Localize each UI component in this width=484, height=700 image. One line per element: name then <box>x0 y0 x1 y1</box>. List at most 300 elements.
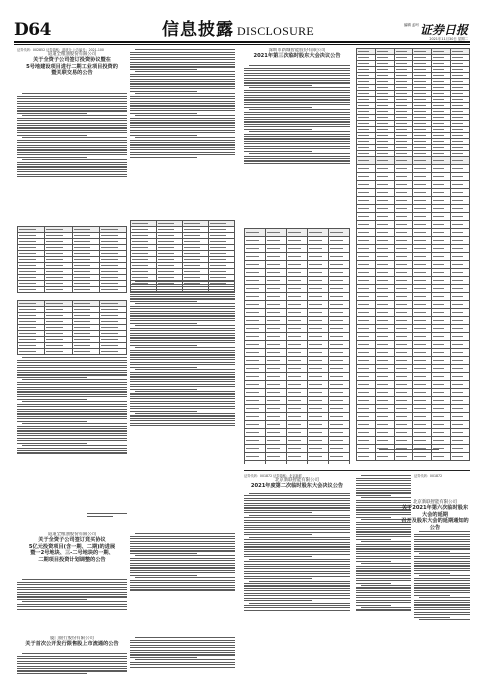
table-cell <box>357 261 376 269</box>
section-title-en: DISCLOSURE <box>237 24 315 38</box>
table-cell <box>432 157 451 165</box>
body-text-line <box>17 399 87 400</box>
body-text-line <box>17 125 127 126</box>
table-cell <box>394 397 413 405</box>
table-cell <box>432 325 451 333</box>
table-row <box>245 389 350 397</box>
table-cell <box>329 413 350 421</box>
table-cell <box>451 285 470 293</box>
body-text-line <box>419 553 470 554</box>
table-cell <box>329 405 350 413</box>
body-text-line <box>244 68 350 69</box>
table-cell <box>308 285 329 293</box>
body-text-line <box>17 166 127 167</box>
table-cell <box>287 269 308 277</box>
body-text-line <box>130 66 235 67</box>
notice-5-body <box>244 493 350 611</box>
table-cell <box>451 309 470 317</box>
body-text-line <box>130 125 235 126</box>
table-cell <box>451 421 470 429</box>
body-text-line <box>414 573 450 574</box>
body-text-line <box>17 147 127 148</box>
table-cell <box>432 301 451 309</box>
table-row <box>245 461 350 465</box>
table-cell <box>329 309 350 317</box>
table-cell <box>357 341 376 349</box>
table-cell <box>357 389 376 397</box>
body-text-line <box>130 650 235 651</box>
table-cell <box>451 397 470 405</box>
table-cell <box>266 405 287 413</box>
table-cell <box>287 325 308 333</box>
body-text-line <box>130 350 235 351</box>
body-text-line <box>17 382 127 383</box>
body-text-line <box>130 580 235 581</box>
table-cell <box>308 269 329 277</box>
notice-1-title-line-1: 关于全资子公司签订投资协议暨在 <box>33 57 111 64</box>
table-row <box>245 237 350 245</box>
notice-4-signature <box>379 448 439 454</box>
body-text-line <box>17 365 127 366</box>
table-cell <box>245 437 266 445</box>
body-text-line <box>356 488 411 489</box>
body-text-line <box>17 592 127 593</box>
body-text-line <box>130 59 235 60</box>
table-row <box>18 349 127 355</box>
table-cell <box>357 277 376 285</box>
body-text-line <box>17 113 87 114</box>
table-cell <box>432 421 451 429</box>
table-row <box>357 341 470 349</box>
table-cell <box>357 229 376 237</box>
table-cell <box>413 277 432 285</box>
notice-6-body-right <box>414 530 470 622</box>
table-cell <box>72 349 99 355</box>
body-text-line <box>17 668 127 669</box>
table-cell <box>329 381 350 389</box>
table-row <box>357 413 470 421</box>
table-cell <box>413 205 432 213</box>
table-row <box>357 205 470 213</box>
body-text-line <box>130 79 235 80</box>
table-cell <box>287 445 308 453</box>
body-text-line <box>361 541 411 542</box>
body-text-line <box>244 503 350 504</box>
table-cell <box>287 229 308 237</box>
table-row <box>357 213 470 221</box>
body-text-line <box>244 583 350 584</box>
table-cell <box>287 365 308 373</box>
body-text-line <box>17 130 127 131</box>
table-cell <box>451 245 470 253</box>
table-cell <box>394 421 413 429</box>
body-text-line <box>130 403 235 404</box>
body-text-line <box>17 430 127 431</box>
table-cell <box>394 253 413 261</box>
body-text-line <box>130 664 235 665</box>
body-text-line <box>17 396 127 397</box>
body-text-line <box>130 423 235 424</box>
table-cell <box>394 165 413 173</box>
table-cell <box>451 261 470 269</box>
body-text-line <box>22 93 127 94</box>
body-text-line <box>135 659 235 660</box>
table-cell <box>266 293 287 301</box>
table-cell <box>375 381 394 389</box>
table-row <box>357 429 470 437</box>
body-text-line <box>356 534 411 535</box>
body-text-line <box>17 149 127 150</box>
table-cell <box>413 373 432 381</box>
table-cell <box>451 325 470 333</box>
body-text-line <box>244 124 350 125</box>
notice-1-title-line-3: 暨关联交易的公告 <box>51 70 93 77</box>
table-cell <box>432 293 451 301</box>
body-text-line <box>244 75 350 76</box>
body-text-line <box>414 551 450 552</box>
table-cell <box>266 445 287 453</box>
body-text-line <box>17 174 127 175</box>
table-row <box>357 317 470 325</box>
table-cell <box>394 245 413 253</box>
body-text-line <box>130 585 235 586</box>
table-cell <box>329 301 350 309</box>
table-cell <box>451 237 470 245</box>
body-text-line <box>244 102 350 103</box>
body-text-line <box>130 335 235 336</box>
body-text-line <box>17 428 127 429</box>
table-cell <box>287 373 308 381</box>
table-cell <box>329 397 350 405</box>
body-text-line <box>130 541 235 542</box>
body-text-line <box>130 393 235 394</box>
table-cell <box>329 253 350 261</box>
body-text-line <box>17 421 87 422</box>
table-cell <box>375 397 394 405</box>
table-cell <box>413 237 432 245</box>
table-cell <box>329 421 350 429</box>
table-cell <box>394 317 413 325</box>
notice-1-body-right-2 <box>130 280 235 428</box>
table-cell <box>357 437 376 445</box>
body-text-line <box>356 478 411 479</box>
body-text-line <box>414 563 470 564</box>
table-cell <box>266 325 287 333</box>
body-text-line <box>17 411 127 412</box>
table-row <box>357 405 470 413</box>
body-text-line <box>17 394 127 395</box>
table-row <box>245 269 350 277</box>
body-text-line <box>244 160 350 161</box>
body-text-line <box>17 599 87 600</box>
table-cell <box>357 333 376 341</box>
table-cell <box>375 261 394 269</box>
table-cell <box>432 429 451 437</box>
table-cell <box>99 349 126 355</box>
body-text-line <box>414 602 470 603</box>
notice-2-heading <box>17 532 127 563</box>
body-text-line <box>361 585 411 586</box>
body-text-line <box>249 153 350 154</box>
body-text-line <box>17 596 127 597</box>
body-text-line <box>17 387 127 388</box>
table-cell <box>308 397 329 405</box>
body-text-line <box>244 141 350 142</box>
table-cell <box>432 197 451 205</box>
table-cell <box>245 269 266 277</box>
body-text-line <box>244 556 312 557</box>
table-cell <box>394 293 413 301</box>
table-cell <box>329 389 350 397</box>
table-row <box>357 365 470 373</box>
notice-4-table-left <box>244 228 350 464</box>
body-text-line <box>130 120 235 121</box>
body-text-line <box>244 114 350 115</box>
body-text-line <box>244 593 350 594</box>
body-text-line <box>17 362 127 363</box>
body-text-line <box>356 602 411 603</box>
table-cell <box>287 309 308 317</box>
table-cell <box>432 405 451 413</box>
newspaper-logo: 证券日报 <box>419 23 468 37</box>
table-row <box>245 349 350 357</box>
body-text-line <box>130 328 235 329</box>
table-cell <box>394 229 413 237</box>
body-text-line <box>244 498 350 499</box>
table-cell <box>329 333 350 341</box>
body-text-line <box>130 337 235 338</box>
table-row <box>357 253 470 261</box>
body-text-line <box>130 154 235 155</box>
table-cell <box>308 293 329 301</box>
table-cell <box>245 293 266 301</box>
body-text-line <box>130 570 235 571</box>
table-cell <box>308 381 329 389</box>
body-text-line <box>244 566 350 567</box>
table-cell <box>375 301 394 309</box>
body-text-line <box>356 609 411 610</box>
body-text-line <box>22 653 127 654</box>
body-text-line <box>135 115 235 116</box>
body-text-line <box>414 580 470 581</box>
masthead-rule <box>14 41 470 43</box>
table-cell <box>394 181 413 189</box>
body-text-line <box>244 95 350 96</box>
body-text-line <box>17 661 127 662</box>
body-text-line <box>22 357 127 358</box>
table-row <box>245 421 350 429</box>
table-cell <box>308 429 329 437</box>
body-text-line <box>17 123 127 124</box>
table-cell <box>245 397 266 405</box>
table-row <box>245 341 350 349</box>
section-title <box>162 20 314 41</box>
body-text-line <box>17 589 127 590</box>
body-text-line <box>356 553 411 554</box>
table-cell <box>375 421 394 429</box>
body-text-line <box>244 146 350 147</box>
table-cell <box>375 349 394 357</box>
table-cell <box>432 413 451 421</box>
body-text-line <box>17 452 127 453</box>
body-text-line <box>414 600 470 601</box>
table-cell <box>266 381 287 389</box>
body-text-line <box>130 320 235 321</box>
body-text-line <box>130 647 235 648</box>
table-cell <box>375 229 394 237</box>
table-cell <box>245 381 266 389</box>
body-text-line <box>130 546 235 547</box>
notice-1-body-left <box>17 92 127 179</box>
body-text-line <box>356 546 411 547</box>
body-text-line <box>244 573 350 574</box>
table-cell <box>308 309 329 317</box>
body-text-line <box>414 541 470 542</box>
table-cell <box>308 277 329 285</box>
body-text-line <box>130 298 235 299</box>
body-text-line <box>414 556 470 557</box>
table-cell <box>432 317 451 325</box>
notice-5-heading <box>244 478 350 490</box>
body-text-line <box>130 122 235 123</box>
body-text-line <box>17 374 127 375</box>
table-row <box>245 413 350 421</box>
body-text-line <box>130 408 235 409</box>
table-cell <box>432 373 451 381</box>
body-text-line <box>135 303 235 304</box>
table-cell <box>375 429 394 437</box>
table-cell <box>451 205 470 213</box>
body-text-line <box>17 142 127 143</box>
body-text-line <box>130 572 235 573</box>
body-text-line <box>130 411 197 412</box>
body-text-line <box>356 573 411 574</box>
body-text-line <box>244 90 350 91</box>
table-cell <box>266 349 287 357</box>
table-cell <box>375 245 394 253</box>
table-cell <box>329 269 350 277</box>
table-cell <box>432 173 451 181</box>
body-text-line <box>356 517 391 518</box>
notice-5: 证券代码：001872 证券简称：北京新联 北京新联智能有限公司 2021年度第二次临时股东大会决议公告 <box>244 474 350 690</box>
body-text-line <box>414 570 470 571</box>
table-cell <box>451 405 470 413</box>
table-row <box>245 261 350 269</box>
table-cell <box>266 309 287 317</box>
table-cell <box>45 287 72 293</box>
body-text-line <box>130 543 235 544</box>
body-text-line <box>130 313 235 314</box>
table-cell <box>245 413 266 421</box>
table-cell <box>451 437 470 445</box>
body-text-line <box>244 80 350 81</box>
table-row <box>245 253 350 261</box>
body-text-line <box>17 145 127 146</box>
table-cell <box>394 197 413 205</box>
body-text-line <box>249 87 350 88</box>
table-cell <box>375 405 394 413</box>
notice-1-body-left-2 <box>17 356 127 455</box>
body-text-line <box>130 386 235 387</box>
body-text-line <box>17 440 127 441</box>
body-text-line <box>135 555 235 556</box>
body-text-line <box>135 49 235 50</box>
body-text-line <box>356 590 411 591</box>
body-text-line <box>130 318 235 319</box>
table-row <box>357 157 470 165</box>
body-text-line <box>244 554 350 555</box>
notice-2-title-line-1: 关于全资子公司签订竞买协议 <box>38 537 106 544</box>
table-cell <box>394 357 413 365</box>
body-text-line <box>130 157 197 158</box>
notice-2 <box>17 532 235 628</box>
body-text-line <box>130 640 235 641</box>
table-row <box>357 349 470 357</box>
table-cell <box>329 277 350 285</box>
table-cell <box>245 301 266 309</box>
body-text-line <box>130 62 235 63</box>
body-text-line <box>244 500 350 501</box>
body-text-line <box>244 598 350 599</box>
table-row <box>245 317 350 325</box>
body-text-line <box>17 120 127 121</box>
body-text-line <box>244 82 350 83</box>
table-cell <box>375 221 394 229</box>
table-cell <box>287 333 308 341</box>
table-cell <box>375 333 394 341</box>
body-text-line <box>130 398 235 399</box>
table-cell <box>413 389 432 397</box>
table-cell <box>357 445 376 453</box>
body-text-line <box>244 107 312 108</box>
table-cell <box>287 349 308 357</box>
table-cell <box>375 389 394 397</box>
table-row <box>357 293 470 301</box>
table-cell <box>287 253 308 261</box>
table-cell <box>329 317 350 325</box>
body-text-line <box>249 537 350 538</box>
body-text-line <box>17 103 127 104</box>
body-text-line <box>130 105 235 106</box>
table-cell <box>451 269 470 277</box>
table-cell <box>329 445 350 453</box>
body-text-line <box>17 594 127 595</box>
body-text-line <box>361 497 411 498</box>
table-cell <box>287 413 308 421</box>
body-text-line <box>22 445 127 446</box>
notice-1 <box>17 48 235 528</box>
table-cell <box>432 237 451 245</box>
table-cell <box>245 229 266 237</box>
body-text-line <box>17 132 127 133</box>
body-text-line <box>130 64 235 65</box>
table-cell <box>266 461 287 465</box>
table-cell <box>451 157 470 165</box>
table-cell <box>413 357 432 365</box>
notice-1-heading: 证券代码：002852 证券简称：道道全 公告编号：2021-100 道道全粮油股份有限公司 关于全资子公司签订投资协议暨在 5号地建设项目进行二期工业项目投资的 暨关联交易的公告 <box>17 48 127 77</box>
table-row <box>245 445 350 453</box>
table-cell <box>357 213 376 221</box>
body-text-line <box>130 52 235 53</box>
table-cell <box>308 413 329 421</box>
body-text-line <box>17 582 127 583</box>
notice-3-heading <box>17 636 127 648</box>
table-cell <box>375 253 394 261</box>
table-cell <box>413 333 432 341</box>
body-text-line <box>356 580 411 581</box>
table-row <box>357 301 470 309</box>
table-cell <box>413 285 432 293</box>
